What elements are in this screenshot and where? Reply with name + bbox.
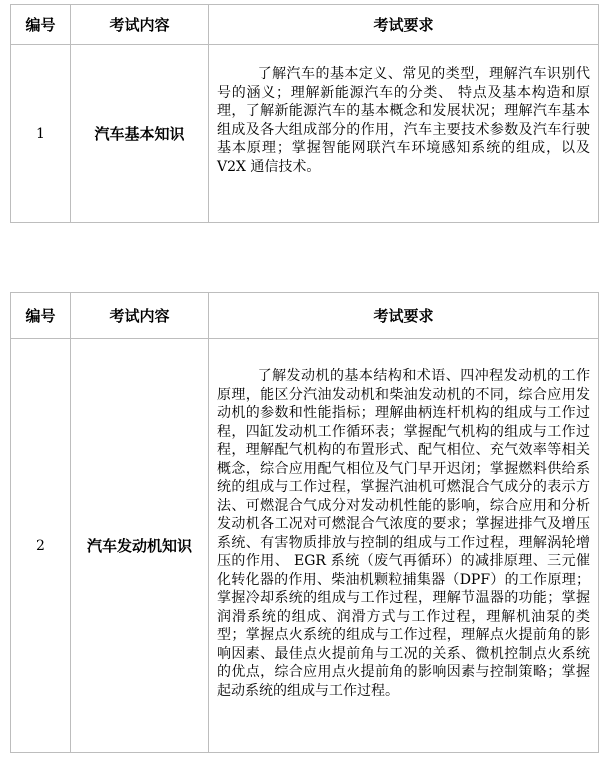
exam-table-2	[10, 292, 599, 753]
header-content: 考试内容	[71, 293, 209, 339]
requirement-text: 了解汽车的基本定义、常见的类型，理解汽车识别代号的涵义；理解新能源汽车的分类、 特点及基本构造和原理，了解新能源汽车的基本概念和发展状况；理解汽车基本组成及各大组成部分的作用，汽车主要技术参数及汽车行驶基本原理；掌握智能网联汽车环境感知系统的组成，以及 V2X 通信技术。	[217, 66, 590, 175]
header-content: 考试内容	[71, 5, 209, 45]
row-number: 1	[11, 45, 71, 223]
row-number: 2	[11, 339, 71, 753]
table-row	[11, 45, 599, 223]
table-header-row	[11, 293, 599, 339]
requirement-text: 了解发动机的基本结构和术语、四冲程发动机的工作原理，能区分汽油发动机和柴油发动机的不同，综合应用发动机的参数和性能指标；理解曲柄连杆机构的组成与工作过程，四缸发动机工作循环表；掌握配气机构的组成与工作过程，理解配气机构的布置形式、配气相位、充气效率等相关概念，综合应用配气相位及气门早开迟闭；掌握燃料供给系统的组成与工作过程，掌握汽油机可燃混合气成分的表示方法、可燃混合气成分对发动机性能的影响，综合应用和分析发动机各工况对可燃混合气浓度的要求；掌握进排气及增压系统、有害物质排放与控制的组成与工作过程，理解涡轮增压的作用、 EGR 系统（废气再循环）的减排原理、三元催化转化器的作用、柴油机颗粒捕集器（DPF）的工作原理；掌握冷却系统的组成与工作过程，理解节温器的功能；掌握润滑系统的组成、润滑方式与工作过程，理解机油泵的类型；掌握点火系统的组成与工作过程，理解点火提前角的影响因素、最佳点火提前角与工况的关系、微机控制点火系统的优点，综合应用点火提前角的影响因素与控制策略；掌握起动系统的组成与工作过程。	[217, 368, 590, 699]
header-requirement: 考试要求	[209, 5, 599, 45]
row-requirement	[209, 339, 599, 753]
header-requirement: 考试要求	[209, 293, 599, 339]
table-row	[11, 339, 599, 753]
row-topic: 汽车基本知识	[71, 45, 209, 223]
header-number: 编号	[11, 293, 71, 339]
row-requirement	[209, 45, 599, 223]
row-topic: 汽车发动机知识	[71, 339, 209, 753]
table-header-row	[11, 5, 599, 45]
header-number: 编号	[11, 5, 71, 45]
exam-table-1	[10, 4, 599, 223]
